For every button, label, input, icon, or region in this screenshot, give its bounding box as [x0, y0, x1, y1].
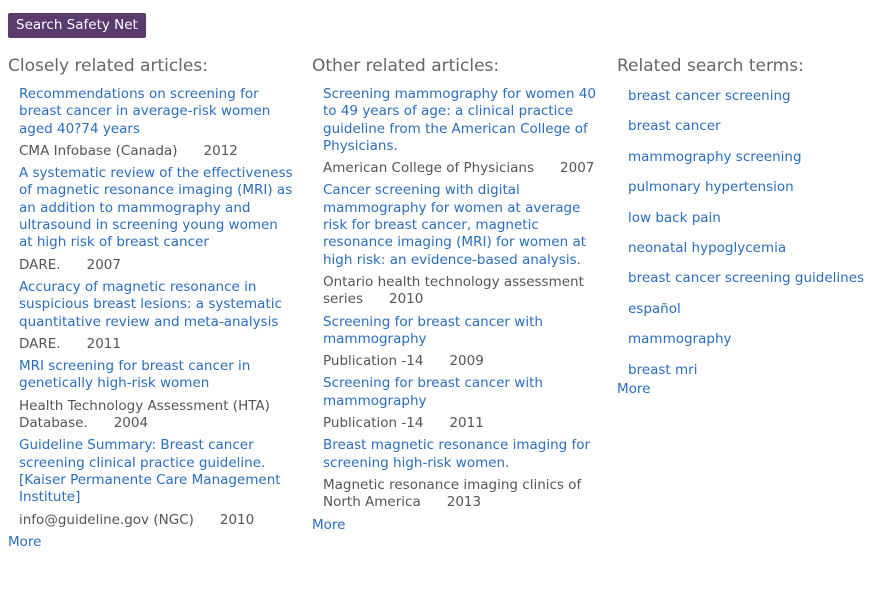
related-terms-list [628, 86, 867, 379]
other-related-column [312, 55, 597, 534]
article-meta [19, 398, 293, 433]
article-link[interactable]: MRI screening for breast cancer in genetically high-risk women [19, 358, 251, 392]
other-related-heading: Other related articles: [312, 56, 500, 76]
article-source: CMA Infobase (Canada) [19, 142, 178, 159]
article-link[interactable]: Guideline Summary: Breast cancer screening clinical practice guideline. [Kaiser Permanente Care Management Institute] [19, 437, 281, 506]
article-year: 2010 [219, 511, 255, 528]
article-year: 2007 [86, 256, 121, 273]
term-link[interactable]: mammography [628, 331, 732, 348]
article-link[interactable]: Breast magnetic resonance imaging for screening high-risk women. [323, 437, 591, 471]
term-link[interactable]: breast cancer screening guidelines [628, 270, 865, 287]
term-item [628, 299, 867, 318]
article-link[interactable]: A systematic review of the effectiveness of magnetic resonance imaging (MRI) as an addition to mammography and ultrasound in screening young women at high risk of breast cancer [19, 165, 293, 251]
article-meta [323, 415, 597, 432]
term-link[interactable]: breast cancer screening [628, 88, 791, 104]
term-item [628, 208, 867, 227]
article-link[interactable]: Recommendations on screening for breast cancer in average-risk women aged 40?74 years [19, 86, 271, 137]
article-item [323, 437, 597, 511]
article-link[interactable]: Screening mammography for women 40 to 49 years of age: a clinical practice guideline from the American College of Physicians. [323, 86, 596, 154]
article-year: 2010 [388, 291, 424, 308]
article-source: DARE. [19, 335, 61, 352]
article-year: 2011 [86, 335, 121, 352]
term-item [628, 116, 867, 135]
related-terms-column [617, 55, 867, 398]
article-item [323, 375, 597, 432]
term-item [628, 329, 867, 348]
term-item [628, 177, 867, 196]
article-year: 2012 [203, 142, 238, 159]
article-source: Publication -14 [323, 353, 424, 370]
related-terms-more-link[interactable]: More [617, 380, 651, 397]
article-item [323, 86, 597, 177]
article-meta [19, 512, 293, 529]
closely-related-column [8, 55, 293, 551]
article-meta [19, 143, 293, 160]
term-item [628, 86, 867, 105]
article-link[interactable]: Cancer screening with digital mammography for women at average risk for breast cancer, magnetic resonance imaging (MRI) for women at high risk: an evidence-based analysis. [323, 182, 587, 268]
article-source: info@guideline.gov (NGC) [19, 511, 194, 528]
article-item [19, 279, 293, 353]
article-year: 2011 [449, 415, 484, 432]
closely-related-heading: Closely related articles: [8, 56, 208, 76]
article-source: DARE. [19, 256, 61, 273]
term-item [628, 238, 867, 257]
related-terms-heading: Related search terms: [617, 56, 804, 76]
term-link[interactable]: pulmonary hypertension [628, 179, 794, 196]
term-item [628, 268, 867, 287]
article-meta [323, 353, 597, 370]
term-item [628, 147, 867, 166]
article-meta [323, 477, 597, 512]
article-meta [323, 160, 597, 177]
term-link[interactable]: low back pain [628, 209, 721, 226]
article-item [19, 358, 293, 432]
term-link[interactable]: breast cancer [628, 118, 721, 135]
article-item [19, 165, 293, 274]
article-item [19, 86, 293, 160]
article-year: 2007 [560, 160, 595, 177]
closely-related-more-link[interactable]: More [8, 533, 42, 550]
article-year: 2009 [449, 353, 484, 370]
article-source: Health Technology Assessment (HTA) Database. [19, 397, 270, 432]
term-link[interactable]: mammography screening [628, 148, 802, 165]
article-link[interactable]: Screening for breast cancer with mammography [323, 313, 543, 347]
article-source: American College of Physicians [323, 160, 535, 177]
article-link[interactable]: Screening for breast cancer with mammography [323, 375, 543, 409]
term-link[interactable]: español [628, 300, 681, 317]
article-item [19, 437, 293, 528]
term-item [628, 360, 867, 379]
article-meta [19, 336, 293, 353]
term-link[interactable]: breast mri [628, 361, 698, 378]
article-year: 2004 [113, 415, 149, 432]
search-safety-net-button[interactable]: Search Safety Net [8, 13, 146, 38]
article-source: Publication -14 [323, 415, 424, 432]
term-link[interactable]: neonatal hypoglycemia [628, 239, 787, 256]
other-related-more-link[interactable]: More [312, 516, 346, 533]
article-link[interactable]: Accuracy of magnetic resonance in suspicious breast lesions: a systematic quantitative review and meta-analysis [19, 278, 282, 330]
article-source: Magnetic resonance imaging clinics of North America [323, 476, 582, 511]
article-item [323, 314, 597, 371]
article-meta [323, 274, 597, 309]
article-source: Ontario health technology assessment series [323, 273, 584, 308]
article-item [323, 182, 597, 308]
article-meta [19, 257, 293, 274]
article-year: 2013 [446, 494, 482, 511]
